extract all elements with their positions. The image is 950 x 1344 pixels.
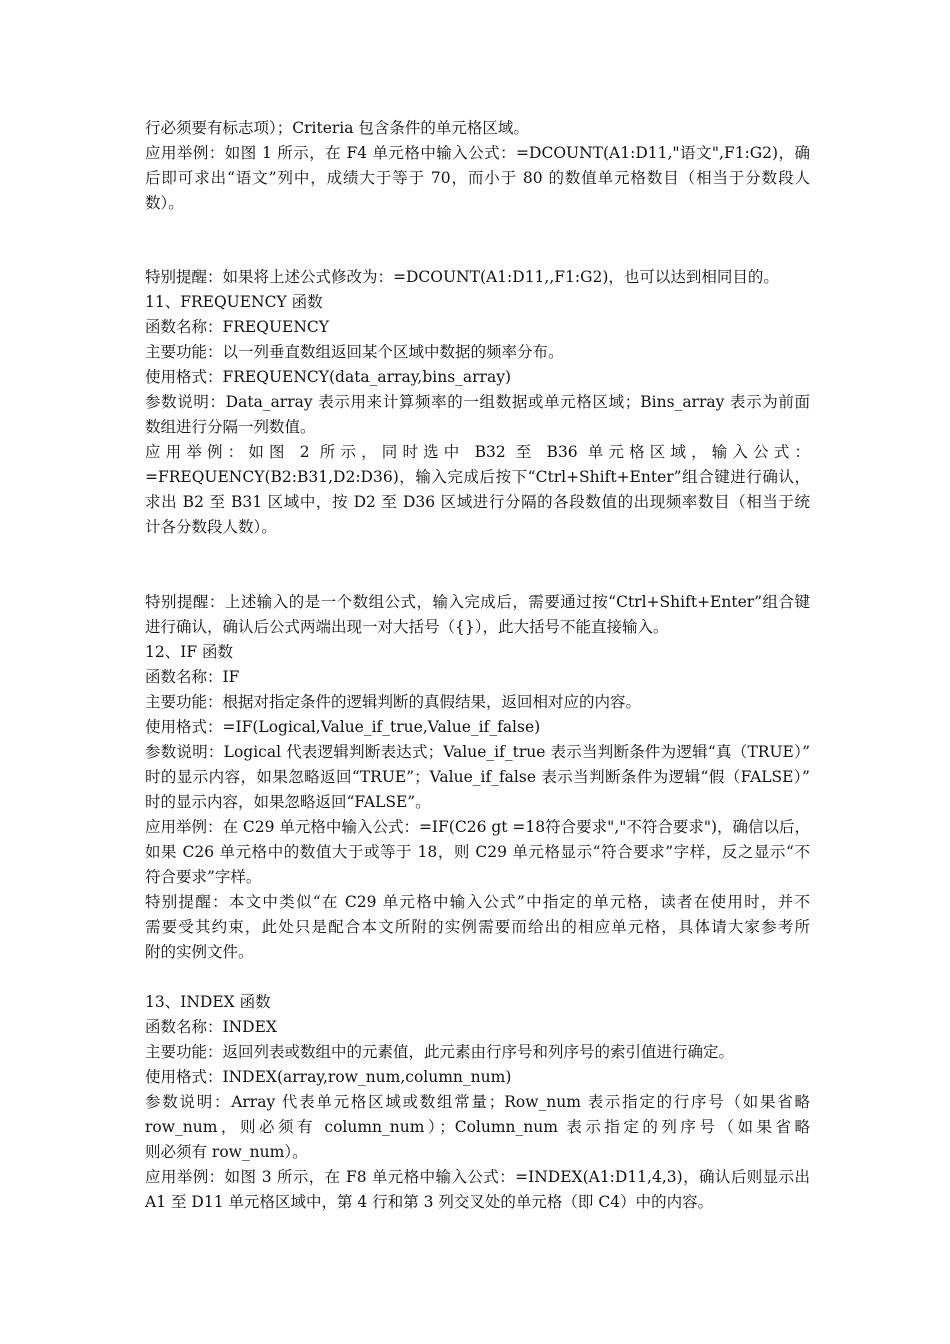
text-line: 参数说明：Data_array 表示用来计算频率的一组数据或单元格区域；Bins_array 表示为前面 [145,393,810,411]
text-line: row_num，则必须有 column_num）；Column_num 表示指定的列序号（如果省略 [145,1118,810,1136]
text-line: =FREQUENCY(B2:B31,D2:D36)，输入完成后按下“Ctrl+Shift+Enter”组合键进行确认， [145,468,810,486]
text-line: 特别提醒：如果将上述公式修改为：=DCOUNT(A1:D11,,F1:G2)，也可以达到相同目的。 [145,268,779,286]
text-line: 主要功能：根据对指定条件的逻辑判断的真假结果，返回相对应的内容。 [145,693,642,711]
section-heading: 12、IF 函数 [145,643,234,661]
text-line: 主要功能：返回列表或数组中的元素值，此元素由行序号和列序号的索引值进行确定。 [145,1043,735,1061]
text-line: 应用举例：如图 3 所示，在 F8 单元格中输入公式：=INDEX(A1:D11,4,3)，确认后则显示出 [145,1168,810,1186]
text-line: 求出 B2 至 B31 区域中，按 D2 至 D36 区域进行分隔的各段数值的出现频率数目（相当于统 [145,493,810,511]
text-line: 时的显示内容，如果忽略返回“TRUE”；Value_if_false 表示当判断条件为逻辑“假（FALSE）” [145,768,810,786]
text-line: 特别提醒：上述输入的是一个数组公式，输入完成后，需要通过按“Ctrl+Shift+Enter”组合键 [145,593,810,611]
text-line: 行必须要有标志项）；Criteria 包含条件的单元格区域。 [145,119,529,137]
section-heading: 13、INDEX 函数 [145,993,271,1011]
text-line: 数）。 [145,194,184,212]
text-line: 进行确认，确认后公式两端出现一对大括号（{}），此大括号不能直接输入。 [145,618,669,636]
text-line: 应用举例：在 C29 单元格中输入公式：=IF(C26 gt =18符合要求","不符合要求")，确信以后， [145,818,810,836]
text-line: 符合要求”字样。 [145,868,262,886]
text-line: 使用格式：=IF(Logical,Value_if_true,Value_if_false) [145,718,541,736]
text-line: A1 至 D11 单元格区域中，第 4 行和第 3 列交叉处的单元格（即 C4）中的内容。 [145,1193,714,1211]
text-line: 应用举例：如图 2 所示，同时选中 B32 至 B36 单元格区域，输入公式： [145,443,810,461]
text-line: 特别提醒：本文中类似“在 C29 单元格中输入公式”中指定的单元格，读者在使用时，并不 [145,893,810,911]
text-line: 如果 C26 单元格中的数值大于或等于 18，则 C29 单元格显示“符合要求”字样，反之显示“不 [145,843,810,861]
text-line: 需要受其约束，此处只是配合本文所附的实例需要而给出的相应单元格，具体请大家参考所 [145,918,810,936]
text-line: 使用格式：FREQUENCY(data_array,bins_array) [145,368,512,386]
text-line: 后即可求出“语文”列中，成绩大于等于 70，而小于 80 的数值单元格数目（相当于分数段人 [145,169,810,187]
text-line: 函数名称：IF [145,668,240,686]
text-line: 时的显示内容，如果忽略返回“FALSE”。 [145,793,431,811]
section-heading: 11、FREQUENCY 函数 [145,293,323,311]
text-line: 主要功能：以一列垂直数组返回某个区域中数据的频率分布。 [145,343,564,361]
text-line: 计各分数段人数）。 [145,518,277,536]
text-line: 使用格式：INDEX(array,row_num,column_num) [145,1068,512,1086]
text-line: 函数名称：FREQUENCY [145,318,329,336]
text-line: 参数说明：Logical 代表逻辑判断表达式；Value_if_true 表示当判断条件为逻辑“真（TRUE）” [145,743,810,761]
text-line: 数组进行分隔一列数值。 [145,418,316,436]
text-line: 应用举例：如图 1 所示，在 F4 单元格中输入公式：=DCOUNT(A1:D11,"语文",F1:G2)，确 [145,144,810,162]
text-line: 函数名称：INDEX [145,1018,277,1036]
text-line: 则必须有 row_num）。 [145,1143,308,1161]
text-line: 参数说明：Array 代表单元格区域或数组常量；Row_num 表示指定的行序号（如果省略 [145,1093,810,1111]
text-line: 附的实例文件。 [145,943,254,961]
